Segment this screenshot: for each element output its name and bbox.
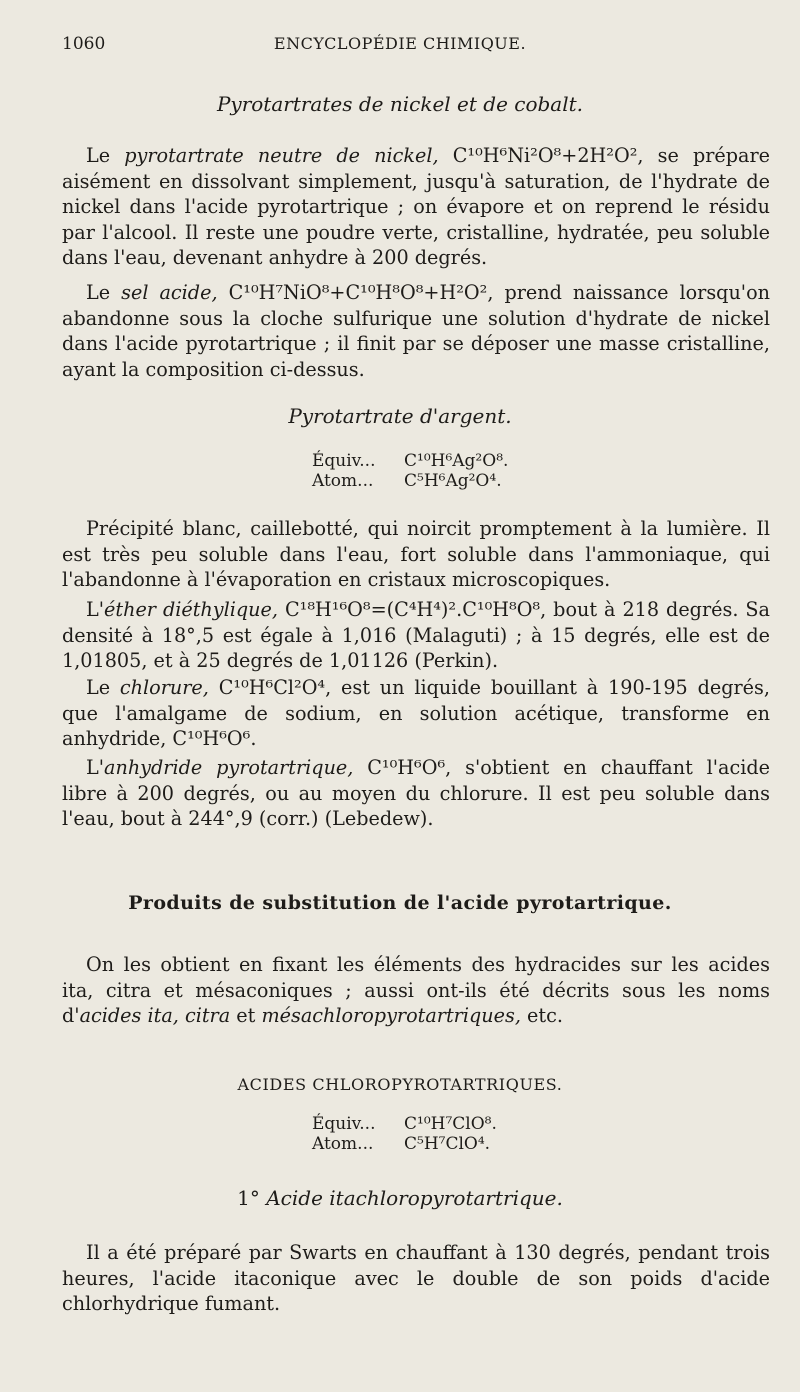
paragraph-text: On les obtient en fixant les éléments des hydracides sur les acides ita, citra et mésaconiques ; aussi ont-ils été décrits sous les noms d' [62,953,770,1027]
paragraph-ether-diethylique [62,597,770,674]
subsection-title-itachloro [0,1186,800,1210]
term-ether-diethylique: éther diéthylique, [104,598,278,621]
formula-label: Équiv... [312,1114,376,1134]
formula-value: C¹⁰H⁷ClO⁸. [404,1114,497,1134]
formula-value: C¹⁰H⁶Ag²O⁸. [404,451,509,471]
paragraph-text: C¹⁸H¹⁶O⁸=(C⁴H⁴)².C¹⁰H⁸O⁸, bout à 218 degrés. Sa densité à 18°,5 est égale à 1,016 (Malaguti) ; à 15 degrés, elle est de 1,01805, et à 25 degrés de 1,01126 (Perkin). [62,598,770,672]
formula-label: Atom... [312,471,374,491]
formula-row-atom [312,1134,497,1154]
paragraph-lead: Le [86,144,125,167]
term-mesachloropyrotartriques: mésachloropyrotartriques, [261,1004,521,1027]
running-title: ENCYCLOPÉDIE CHIMIQUE. [273,34,527,53]
term-acides-ita-citra: acides ita, citra [79,1004,231,1027]
paragraph-text: C¹⁰H⁷NiO⁸+C¹⁰H⁸O⁸+H²O², prend naissance lorsqu'on abandonne sous la cloche sulfurique une solution d'hydrate de nickel dans l'acide pyrotartrique ; il finit par se déposer une masse cristalline, ayant la composition ci-dessus. [62,281,770,381]
paragraph-chlorure [62,675,770,752]
term-chlorure: chlorure, [119,676,209,699]
paragraph-lead: Le [86,676,120,699]
formula-row-atom [312,471,508,491]
formula-label: Atom... [312,1134,374,1154]
formula-chloropyrotartrique [312,1114,497,1154]
paragraph-text: C¹⁰H⁶Ni²O⁸+2H²O², se prépare aisément en dissolvant simplement, jusqu'à saturation, de l'hydrate de nickel dans l'acide pyrotartrique ; on évapore et on reprend le résidu par l'alcool. Il reste une poudre verte, cristalline, hydratée, peu soluble dans l'eau, devenant anhydre à 200 degrés. [62,144,770,269]
formula-label: Équiv... [312,451,376,471]
paragraph-lead: L' [86,756,105,779]
paragraph-produits [62,952,770,1029]
formula-value: C⁵H⁷ClO⁴. [404,1134,491,1154]
paragraph-lead: L' [86,598,105,621]
paragraph-swarts: Il a été préparé par Swarts en chauffant à 130 degrés, pendant trois heures, l'acide itaconique avec le double de son poids d'acide chlorhydrique fumant. [62,1241,770,1315]
paragraph-text: C¹⁰H⁶Cl²O⁴, est un liquide bouillant à 190-195 degrés, que l'amalgame de sodium, en solution acétique, transforme en anhydride, C¹⁰H⁶O⁶. [62,676,770,750]
subsection-name: Acide itachloropyrotartrique. [266,1186,563,1210]
paragraph-text: C¹⁰H⁶O⁶, s'obtient en chauffant l'acide libre à 200 degrés, ou au moyen du chlorure. Il est peu soluble dans l'eau, bout à 244°,9 (corr.) (Lebedew). [62,756,770,830]
subtitle-acides-chloropyrotartriques: ACIDES CHLOROPYROTARTRIQUES. [237,1075,563,1094]
section-title-argent: Pyrotartrate d'argent. [288,404,512,428]
subsection-number: 1° [237,1186,267,1210]
paragraph-anhydride [62,755,770,832]
term-anhydride-pyrotartrique: anhydride pyrotartrique, [104,756,354,779]
paragraph-nickel-acid-salt [62,280,770,382]
formula-value: C⁵H⁶Ag²O⁴. [404,471,502,491]
paragraph-lead: Le [86,281,122,304]
page-number: 1060 [62,34,106,54]
section-heading-produits: Produits de substitution de l'acide pyrotartrique. [128,892,672,914]
section-title-nickel: Pyrotartrates de nickel et de cobalt. [216,92,584,116]
paragraph-nickel-neutral [62,143,770,271]
paragraph-argent-description: Précipité blanc, caillebotté, qui noircit promptement à la lumière. Il est très peu soluble dans l'eau, fort soluble dans l'ammoniaque, qui l'abandonne à l'évaporation en cristaux microscopiques. [62,517,770,591]
running-header [0,34,800,56]
formula-argent [312,451,508,491]
term-pyrotartrate-neutre: pyrotartrate neutre de nickel, [124,144,439,167]
paragraph-text: etc. [520,1004,563,1027]
paragraph-text: et [230,1004,262,1027]
formula-row-equiv [312,451,508,471]
formula-row-equiv [312,1114,497,1134]
term-sel-acide: sel acide, [121,281,218,304]
